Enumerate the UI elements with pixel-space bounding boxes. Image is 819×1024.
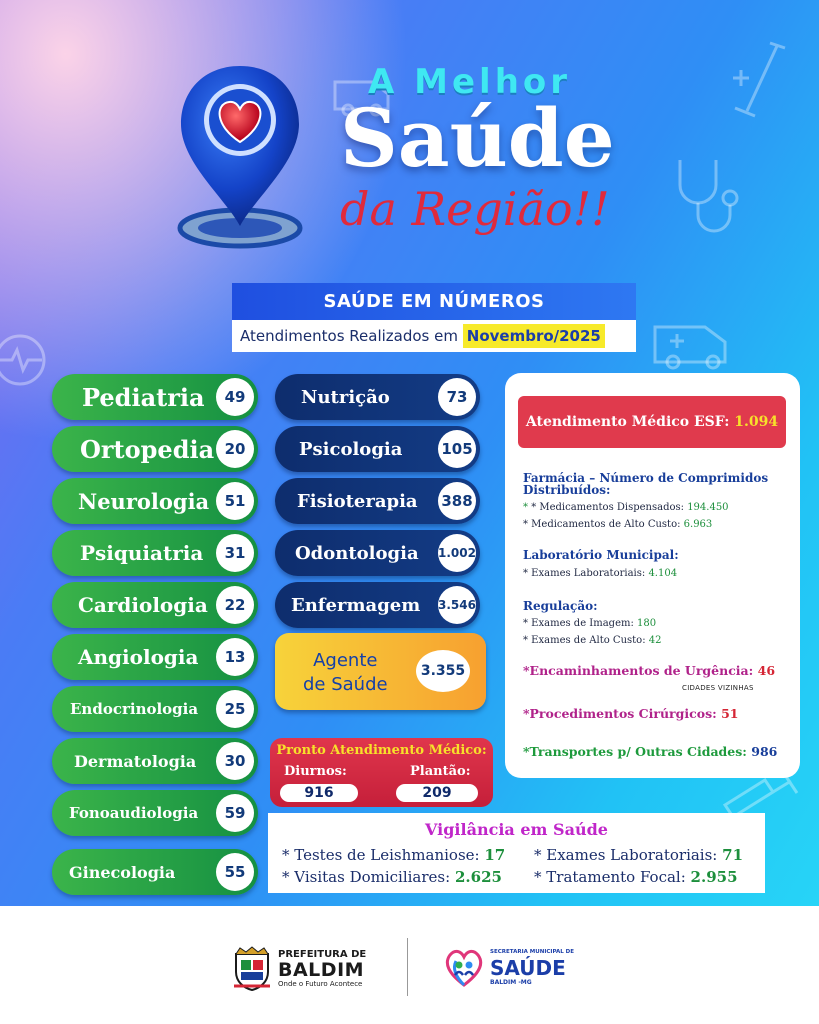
title-line-2: Saúde (340, 91, 615, 185)
transportes-line (523, 744, 777, 759)
lab-item (523, 568, 677, 579)
reg-item (523, 618, 656, 629)
specialty-pill (52, 634, 258, 680)
specialty-pill (275, 582, 480, 628)
specialty-count: 59 (216, 794, 254, 832)
section-banner-title: SAÚDE EM NÚMEROS (232, 283, 636, 320)
heart-people-icon (442, 945, 486, 989)
vigilancia-item-label: * Tratamento Focal: (534, 868, 686, 886)
prefeitura-logo (232, 946, 370, 992)
urgencia-note: CIDADES VIZINHAS (682, 684, 754, 692)
farmacia-title-1: Farmácia – Número de Comprimidos (523, 471, 769, 485)
lab-item-value: 4.104 (648, 568, 678, 579)
pronto-atendimento-box (270, 738, 493, 807)
specialty-label: Odontologia (295, 542, 419, 564)
vigilancia-item (282, 868, 502, 886)
farmacia-item-value: 6.963 (683, 519, 713, 530)
specialty-pill (52, 686, 258, 732)
specialty-pill (275, 374, 480, 420)
title-line-1: A Melhor (368, 62, 572, 102)
city-crest-icon (232, 946, 272, 992)
farmacia-item-value: 194.450 (687, 502, 729, 513)
plantao-value: 209 (396, 784, 478, 802)
ambulance-icon (645, 312, 745, 372)
specialty-count: 49 (216, 378, 254, 416)
specialty-count: 105 (438, 430, 476, 468)
subtitle-prefix: Atendimentos Realizados em (240, 327, 458, 345)
farmacia-item-label: * Medicamentos de Alto Custo: (523, 519, 681, 530)
secretaria-line3: BALDIM -MG (490, 979, 532, 986)
urgencia-value: 46 (757, 663, 776, 678)
transportes-label: *Transportes p/ Outras Cidades: (523, 744, 747, 759)
specialty-pill (52, 582, 258, 628)
pronto-title: Pronto Atendimento Médico: (276, 743, 487, 758)
specialty-count: 13 (216, 638, 254, 676)
specialty-count: 1.002 (438, 534, 476, 572)
prefeitura-line1: PREFEITURA DE (278, 949, 367, 960)
reg-item (523, 635, 661, 646)
cirurgicos-line (523, 706, 739, 721)
agente-label (303, 649, 388, 697)
specialty-label: Neurologia (78, 488, 210, 514)
reg-item-label: * Exames de Imagem: (523, 618, 634, 629)
cirurgicos-label: *Procedimentos Cirúrgicos: (523, 706, 717, 721)
specialty-label: Endocrinologia (70, 700, 199, 718)
specialty-label: Ginecologia (69, 862, 176, 882)
specialty-pill (275, 426, 480, 472)
prefeitura-slogan: Onde o Futuro Acontece (278, 980, 363, 988)
vigilancia-item-value: 2.955 (690, 868, 738, 886)
specialty-count: 31 (216, 534, 254, 572)
farmacia-item (523, 519, 712, 530)
esf-banner (518, 396, 786, 448)
cirurgicos-value: 51 (721, 706, 739, 721)
vigilancia-item-value: 71 (722, 846, 744, 864)
specialty-count: 20 (216, 430, 254, 468)
specialty-pill (52, 530, 258, 576)
specialty-label: Nutrição (301, 386, 390, 408)
specialty-label: Pediatria (82, 382, 205, 412)
footer-divider (407, 938, 408, 996)
reg-item-value: 42 (648, 635, 662, 646)
specialty-label: Enfermagem (291, 594, 421, 616)
specialty-label: Angiologia (78, 645, 199, 669)
diurnos-value: 916 (280, 784, 358, 802)
specialty-pill (52, 849, 258, 895)
vigilancia-item (534, 868, 738, 886)
specialty-pill (52, 790, 258, 836)
specialty-count: 388 (438, 482, 476, 520)
crutch-icon (725, 38, 795, 118)
specialty-pill (52, 478, 258, 524)
urgencia-label: *Encaminhamentos de Urgência: (523, 663, 754, 678)
reg-item-value: 180 (637, 618, 657, 629)
farmacia-item: * * Medicamentos Dispensados: 194.450 (523, 502, 729, 513)
section-banner-subtitle (232, 320, 636, 352)
secretaria-saude-logo (442, 945, 572, 991)
specialty-count: 55 (216, 853, 254, 891)
agente-label-line1: Agente (313, 650, 378, 671)
vigilancia-item-value: 17 (484, 846, 506, 864)
vigilancia-box (268, 813, 765, 893)
reg-title: Regulação: (523, 599, 598, 613)
agente-count: 3.355 (416, 650, 470, 692)
stethoscope-icon (670, 150, 760, 240)
vigilancia-item (534, 846, 743, 864)
specialty-count: 73 (438, 378, 476, 416)
period-highlight: Novembro/2025 (463, 324, 605, 348)
specialty-label: Ortopedia (80, 434, 215, 464)
esf-label: Atendimento Médico ESF: (525, 414, 730, 430)
esf-value: 1.094 (734, 414, 779, 430)
specialty-count: 22 (216, 586, 254, 624)
agente-label-line2: de Saúde (303, 674, 388, 695)
location-pin-heart-icon (175, 58, 305, 258)
prefeitura-line2: BALDIM (278, 959, 365, 981)
secretaria-line2: SAÚDE (490, 956, 566, 980)
specialty-count: 3.546 (438, 586, 476, 624)
heartbeat-icon (0, 330, 60, 390)
vigilancia-title: Vigilância em Saúde (425, 820, 608, 839)
vigilancia-item-label: * Visitas Domiciliares: (282, 868, 451, 886)
farmacia-title-2: Distribuídos: (523, 483, 611, 497)
vigilancia-item-label: * Exames Laboratoriais: (534, 846, 718, 864)
secretaria-line1: SECRETARIA MUNICIPAL DE (490, 949, 574, 955)
plantao-label: Plantão: (410, 764, 471, 779)
specialty-label: Fisioterapia (297, 490, 418, 512)
specialty-pill (52, 738, 258, 784)
info-card (505, 373, 800, 778)
specialty-label: Cardiologia (78, 593, 208, 617)
reg-item-label: * Exames de Alto Custo: (523, 635, 646, 646)
agente-saude-box (275, 633, 486, 710)
specialty-pill (52, 426, 258, 472)
specialty-label: Psicologia (299, 438, 403, 460)
vigilancia-item (282, 846, 505, 864)
vigilancia-item-value: 2.625 (454, 868, 502, 886)
lab-item-label: * Exames Laboratoriais: (523, 568, 646, 579)
specialty-label: Psiquiatria (80, 541, 204, 565)
specialty-count: 30 (216, 742, 254, 780)
specialty-count: 51 (216, 482, 254, 520)
specialty-label: Dermatologia (74, 751, 197, 771)
transportes-value: 986 (751, 744, 778, 759)
specialty-count: 25 (216, 690, 254, 728)
urgencia-line (523, 663, 775, 678)
specialty-pill (275, 530, 480, 576)
farmacia-item-label: * Medicamentos Dispensados: (531, 502, 684, 513)
diurnos-label: Diurnos: (284, 764, 347, 779)
specialty-label: Fonoaudiologia (69, 804, 199, 822)
title-line-3: da Região!! (340, 182, 610, 236)
specialty-pill (275, 478, 480, 524)
vigilancia-item-label: * Testes de Leishmaniose: (282, 846, 480, 864)
lab-title: Laboratório Municipal: (523, 548, 679, 562)
specialty-pill (52, 374, 258, 420)
